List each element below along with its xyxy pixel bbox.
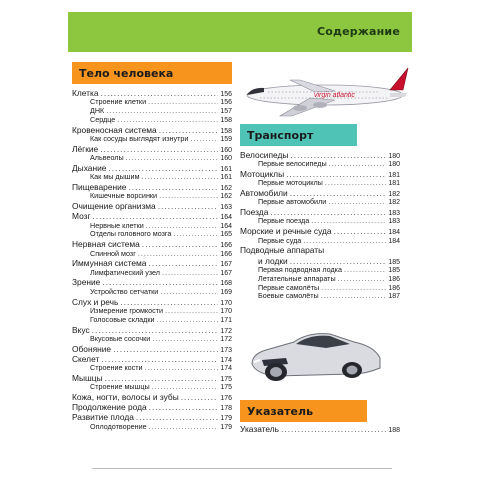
- toc-page: 186: [388, 284, 400, 292]
- toc-page: 158: [220, 116, 232, 124]
- toc-label: Устройство сетчатки: [90, 286, 159, 296]
- toc-page: 179: [220, 423, 232, 431]
- toc-label: Измерение громкости: [90, 305, 164, 315]
- leader-dots: [325, 179, 386, 188]
- toc-entry[interactable]: [240, 179, 400, 188]
- toc-page: 176: [220, 394, 232, 402]
- toc-label: Кожа, ногти, волосы и зубы: [72, 391, 179, 402]
- toc-label: Вкусовые сосочки: [90, 333, 151, 343]
- toc-page: 170: [220, 307, 232, 315]
- section-title: Указатель: [247, 404, 314, 418]
- toc-page: 172: [220, 327, 232, 335]
- toc-label: Как мы дышим: [90, 172, 140, 182]
- toc-page: 156: [220, 99, 232, 107]
- toc-page: 162: [220, 193, 232, 201]
- toc-page: 174: [220, 364, 232, 372]
- toc-entry[interactable]: [72, 250, 232, 259]
- toc-label: Морские и речные суда: [240, 226, 332, 237]
- toc-label: Строение мышцы: [90, 382, 150, 392]
- toc-label: Строение клетки: [90, 97, 147, 107]
- toc-entry[interactable]: [72, 412, 232, 422]
- leader-dots: [190, 135, 218, 144]
- toc-label: Очищение организма: [72, 201, 156, 212]
- toc-page: 160: [220, 146, 232, 154]
- toc-page: 182: [388, 199, 400, 207]
- leader-dots: [136, 412, 218, 422]
- body-section: [72, 62, 232, 431]
- toc-page: 180: [388, 153, 400, 160]
- toc-page: 166: [220, 250, 232, 258]
- toc-entry[interactable]: [240, 245, 400, 255]
- toc-entry[interactable]: [72, 383, 232, 392]
- toc-page: 178: [220, 405, 232, 413]
- section-header-index: [240, 400, 367, 422]
- toc-page: 162: [220, 185, 232, 193]
- toc-entry[interactable]: [72, 392, 232, 402]
- toc-entry[interactable]: [72, 239, 232, 249]
- index-entry[interactable]: [240, 424, 400, 434]
- leader-dots: [106, 107, 218, 116]
- leader-dots: [321, 292, 387, 301]
- toc-entry[interactable]: [240, 160, 400, 169]
- toc-label: ДНК: [90, 106, 105, 116]
- toc-entry[interactable]: [72, 344, 232, 354]
- toc-page: 163: [220, 204, 232, 212]
- leader-dots: [149, 402, 219, 412]
- toc-page: 180: [388, 161, 400, 169]
- toc-label: Поезда: [240, 207, 269, 218]
- toc-page: 158: [220, 127, 232, 135]
- toc-entry[interactable]: [72, 230, 232, 239]
- toc-entry[interactable]: [72, 335, 232, 344]
- toc-page: 179: [220, 415, 232, 423]
- toc-entry[interactable]: [240, 217, 400, 226]
- toc-label: Альвеолы: [90, 153, 124, 163]
- leader-dots: [329, 160, 387, 169]
- leader-dots: [334, 226, 387, 236]
- leader-dots: [152, 335, 218, 344]
- section-header-body: [72, 62, 232, 84]
- leader-dots: [142, 173, 219, 182]
- leader-dots: [126, 154, 219, 163]
- leader-dots: [158, 201, 219, 211]
- toc-entry[interactable]: [72, 201, 232, 211]
- toc-page: 171: [220, 316, 232, 324]
- leader-dots: [138, 250, 218, 259]
- toc-label: Подводные аппараты: [240, 245, 325, 256]
- toc-label: Зрение: [72, 277, 101, 288]
- leader-dots: [344, 266, 386, 275]
- toc-page: 164: [220, 222, 232, 230]
- toc-page: 183: [388, 210, 400, 218]
- toc-label: Скелет: [72, 353, 100, 364]
- toc-page: 167: [220, 269, 232, 277]
- toc-page: 168: [220, 280, 232, 288]
- leader-dots: [338, 275, 387, 284]
- toc-label: Лёгкие: [72, 143, 99, 154]
- toc-entry[interactable]: [72, 269, 232, 278]
- footer-line: [92, 468, 392, 469]
- leader-dots: [311, 217, 386, 226]
- toc-page: 169: [220, 288, 232, 296]
- leader-dots: [321, 284, 386, 293]
- toc-page: 166: [220, 242, 232, 250]
- toc-page: 167: [220, 261, 232, 269]
- section-title: Транспорт: [247, 128, 314, 142]
- toc-page: 157: [220, 108, 232, 116]
- toc-page: 170: [220, 299, 232, 307]
- toc-entry[interactable]: [240, 226, 400, 236]
- toc-label: Мышцы: [72, 372, 103, 383]
- toc-label: Голосовые складки: [90, 314, 155, 324]
- section-title: Тело человека: [79, 66, 174, 80]
- toc-entry[interactable]: [240, 198, 400, 207]
- toc-entry[interactable]: [72, 192, 232, 201]
- toc-label: Спинной мозг: [90, 248, 136, 258]
- toc-page: 164: [220, 214, 232, 222]
- toc-page: 159: [220, 136, 232, 144]
- leader-dots: [162, 269, 218, 278]
- toc-label: Кишечные ворсинки: [90, 191, 158, 201]
- toc-label: Первые поезда: [258, 216, 310, 226]
- toc-label: Вкус: [72, 324, 90, 335]
- toc-page: 156: [220, 91, 232, 98]
- transport-section: [240, 124, 400, 301]
- toc-entry[interactable]: [72, 288, 232, 297]
- toc-page: 185: [388, 266, 400, 274]
- toc-label: Иммунная система: [72, 258, 147, 269]
- toc-label: Велосипеды: [240, 150, 289, 160]
- toc-entry[interactable]: [72, 116, 232, 125]
- leader-dots: [142, 239, 218, 249]
- leader-dots: [152, 383, 219, 392]
- toc-label: Сердце: [90, 114, 116, 124]
- sports-car-illustration: [246, 322, 386, 386]
- leader-dots: [113, 344, 218, 354]
- toc-page: 175: [220, 375, 232, 383]
- leader-dots: [173, 230, 218, 239]
- leader-dots: [160, 288, 218, 297]
- toc-page: 185: [388, 258, 400, 266]
- contents-title: Содержание: [317, 25, 400, 38]
- toc-label: Пищеварение: [72, 182, 127, 193]
- toc-label: Мозг: [72, 211, 91, 222]
- header-banner: [68, 12, 412, 52]
- toc-label: Развитие плода: [72, 412, 134, 423]
- toc-page: 181: [388, 172, 400, 180]
- toc-page: 187: [388, 293, 400, 301]
- toc-page: 173: [220, 346, 232, 354]
- toc-label: Боевые самолёты: [258, 291, 319, 301]
- toc-label: Как сосуды выглядят изнутри: [90, 134, 189, 144]
- airplane-illustration: [240, 60, 410, 122]
- toc-label: Кровеносная система: [72, 124, 157, 135]
- body-entries: [72, 88, 232, 431]
- toc-label: Автомобили: [240, 188, 288, 199]
- leader-dots: [303, 237, 386, 246]
- toc-label: Оплодотворение: [90, 421, 147, 431]
- toc-page: 186: [388, 275, 400, 283]
- toc-entry[interactable]: [72, 402, 232, 412]
- toc-label: Указатель: [240, 424, 280, 434]
- toc-entry[interactable]: [72, 364, 232, 373]
- toc-label: Лимфатический узел: [90, 267, 161, 277]
- toc-label: Отделы головного мозга: [90, 229, 172, 239]
- toc-entry[interactable]: [240, 237, 400, 246]
- toc-page: 161: [220, 166, 232, 174]
- toc-entry[interactable]: [72, 173, 232, 182]
- toc-label: Первые самолёты: [258, 282, 320, 292]
- toc-entry[interactable]: [240, 292, 400, 301]
- toc-label: Летательные аппараты: [258, 273, 336, 283]
- toc-page: 183: [388, 218, 400, 226]
- leader-dots: [159, 192, 218, 201]
- toc-page: 184: [388, 237, 400, 245]
- toc-page: 165: [220, 231, 232, 239]
- toc-entry[interactable]: [72, 316, 232, 325]
- toc-label: Нервная система: [72, 239, 140, 250]
- toc-label: и лодки: [258, 255, 288, 266]
- toc-page: 174: [220, 356, 232, 364]
- leader-dots: [328, 198, 386, 207]
- toc-label: Первые автомобили: [258, 197, 327, 207]
- toc-label: Клетка: [72, 88, 99, 98]
- toc-label: Первые суда: [258, 235, 302, 245]
- toc-page: 182: [388, 191, 400, 199]
- toc-label: Обоняние: [72, 343, 112, 354]
- toc-entry[interactable]: [72, 154, 232, 163]
- transport-entries: [240, 150, 400, 301]
- toc-label: Продолжение рода: [72, 402, 147, 413]
- plane-livery-text: virgin atlantic: [314, 92, 355, 99]
- toc-label: Строение кости: [90, 362, 143, 372]
- toc-label: Нервные клетки: [90, 220, 144, 230]
- toc-page: 175: [220, 384, 232, 392]
- toc-page: 184: [388, 229, 400, 237]
- leader-dots: [149, 423, 219, 432]
- toc-label: Первая подводная лодка: [258, 264, 342, 274]
- leader-dots: [181, 392, 219, 402]
- leader-dots: [157, 316, 219, 325]
- toc-label: Мотоциклы: [240, 169, 285, 180]
- toc-page: 172: [220, 335, 232, 343]
- toc-entry[interactable]: [72, 135, 232, 144]
- toc-page: 188: [388, 427, 400, 434]
- toc-page: 160: [220, 155, 232, 163]
- toc-page: 161: [220, 174, 232, 182]
- toc-label: Первые мотоциклы: [258, 178, 323, 188]
- toc-label: Первые велосипеды: [258, 159, 327, 169]
- toc-label: Дыхание: [72, 163, 107, 174]
- leader-dots: [281, 424, 386, 434]
- toc-label: Слух и речь: [72, 296, 119, 307]
- leader-dots: [145, 364, 219, 373]
- toc-entry[interactable]: [72, 423, 232, 432]
- leader-dots: [165, 307, 218, 316]
- leader-dots: [148, 98, 218, 107]
- toc-page: 181: [388, 180, 400, 188]
- section-header-transport: [240, 124, 357, 146]
- leader-dots: [117, 116, 218, 125]
